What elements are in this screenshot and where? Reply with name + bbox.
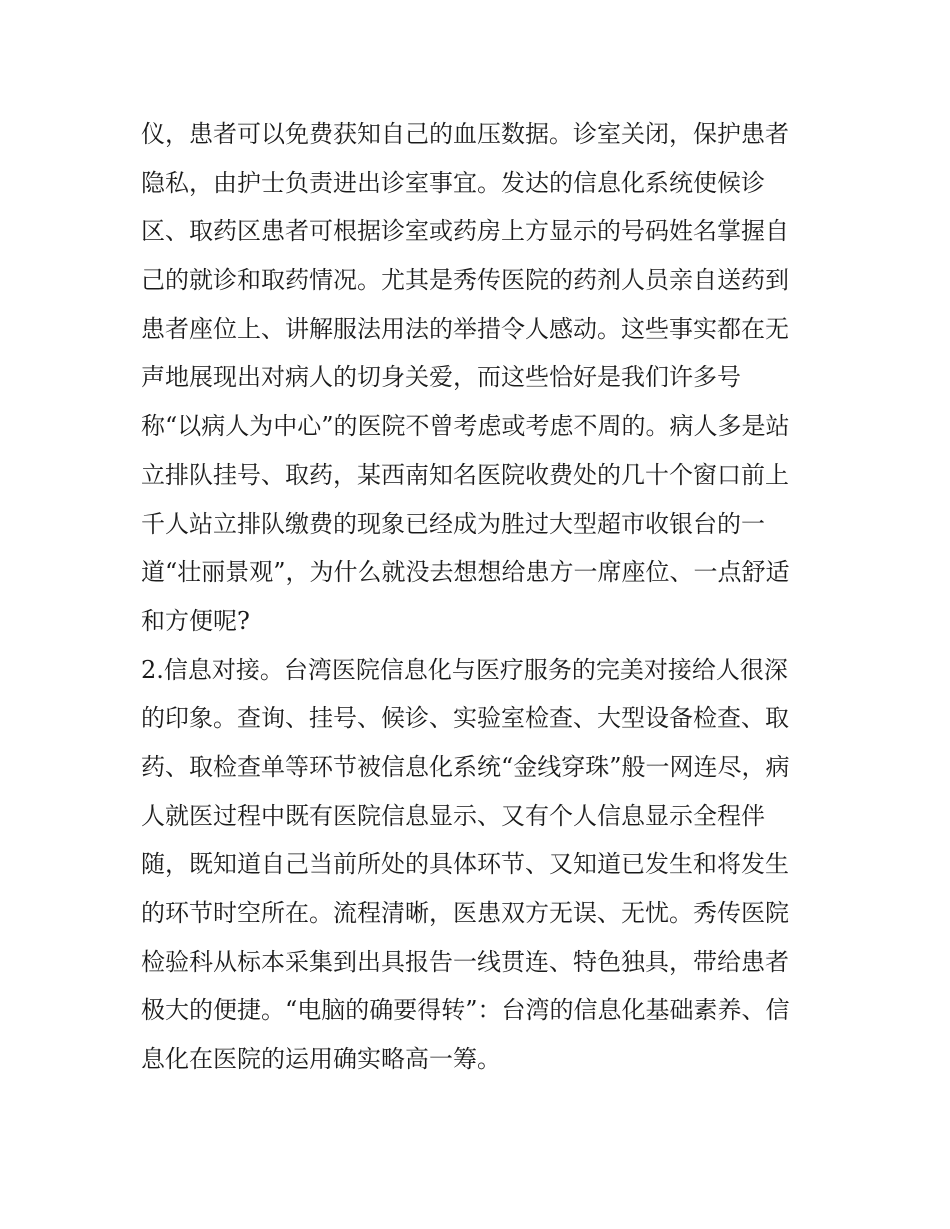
text-line: 称“以病人为中心”的医院不曾考虑或考虑不周的。病人多是站 bbox=[141, 412, 790, 441]
text-line: 的印象。查询、挂号、候诊、实验室检查、大型设备检查、取 bbox=[141, 704, 789, 733]
text-line: 2.信息对接。台湾医院信息化与医疗服务的完美对接给人很深 bbox=[141, 655, 788, 684]
text-line: 声地展现出对病人的切身关爱，而这些恰好是我们许多号 bbox=[141, 363, 741, 392]
text-line: 立排队挂号、取药，某西南知名医院收费处的几十个窗口前上 bbox=[141, 460, 789, 489]
text-line: 人就医过程中既有医院信息显示、又有个人信息显示全程伴 bbox=[141, 801, 765, 830]
text-line: 道“壮丽景观”，为什么就没去想想给患方一席座位、一点舒适 bbox=[141, 558, 790, 587]
text-line: 区、取药区患者可根据诊室或药房上方显示的号码姓名掌握自 bbox=[141, 217, 789, 246]
text-line: 隐私，由护士负责进出诊室事宜。发达的信息化系统使候诊 bbox=[141, 168, 765, 197]
body-text bbox=[141, 110, 821, 1084]
text-line: 药、取检查单等环节被信息化系统“金线穿珠”般一网连尽，病 bbox=[141, 752, 790, 781]
text-line: 极大的便捷。“电脑的确要得转”：台湾的信息化基础素养、信 bbox=[141, 996, 790, 1025]
text-line: 检验科从标本采集到出具报告一线贯连、特色独具，带给患者 bbox=[141, 947, 789, 976]
text-line: 患者座位上、讲解服法用法的举措令人感动。这些事实都在无 bbox=[141, 314, 789, 343]
text-line: 己的就诊和取药情况。尤其是秀传医院的药剂人员亲自送药到 bbox=[141, 266, 789, 295]
text-line: 息化在医院的运用确实略高一筹。 bbox=[141, 1045, 501, 1074]
text-line: 千人站立排队缴费的现象已经成为胜过大型超市收银台的一 bbox=[141, 509, 765, 538]
text-line: 仪，患者可以免费获知自己的血压数据。诊室关闭，保护患者 bbox=[141, 120, 789, 148]
text-line: 随，既知道自己当前所处的具体环节、又知道已发生和将发生 bbox=[141, 850, 789, 879]
text-line: 和方便呢? bbox=[141, 606, 250, 635]
text-line: 的环节时空所在。流程清晰，医患双方无误、无忧。秀传医院 bbox=[141, 899, 789, 927]
